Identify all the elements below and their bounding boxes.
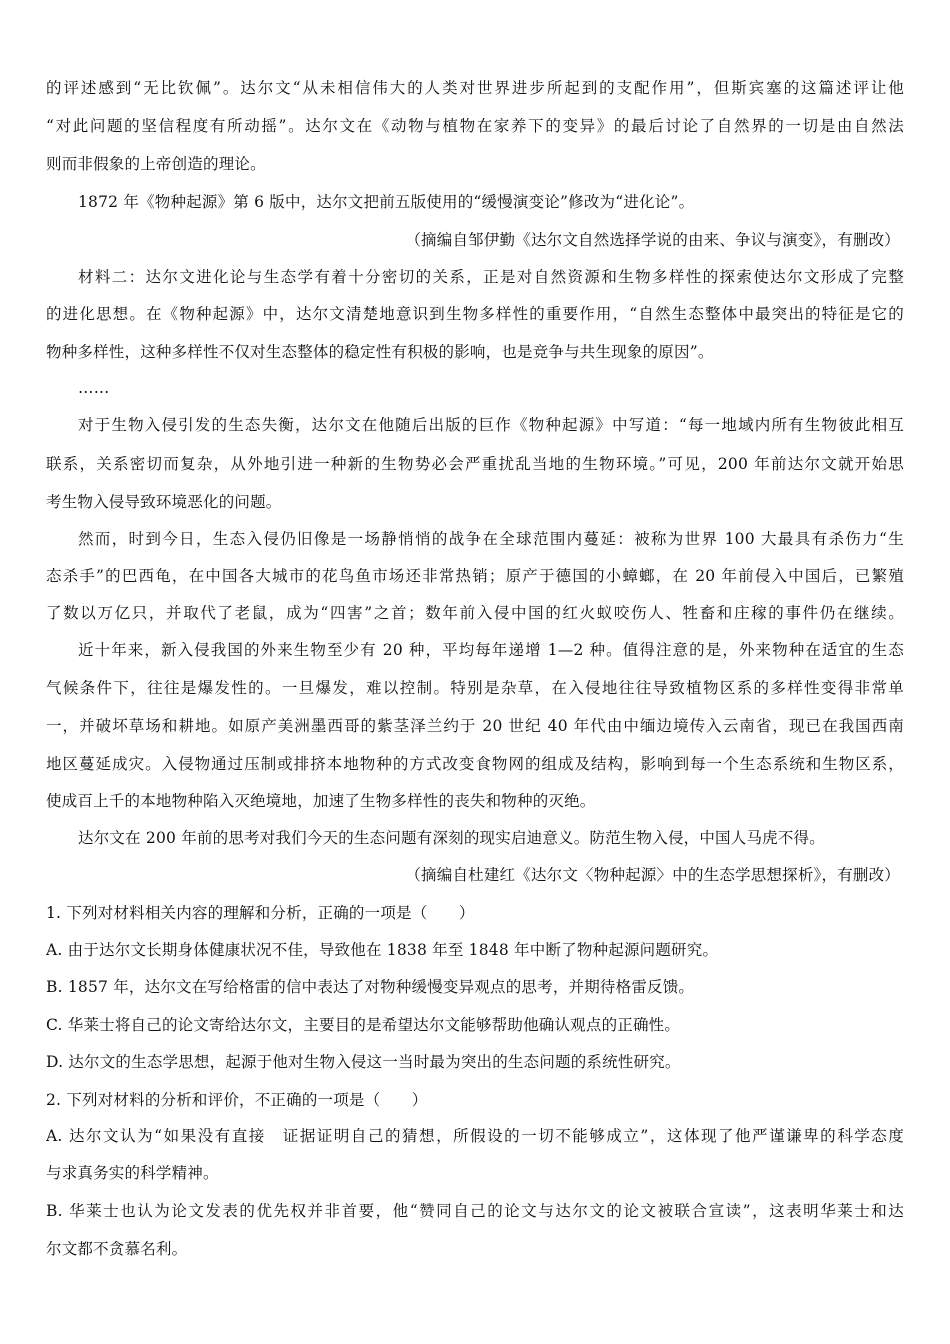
text-line: 气候条件下，往往是爆发性的。一旦爆发，难以控制。特别是杂草，在入侵地往往导致植物区系的多样性变得非常单 <box>46 679 904 697</box>
question-1-option-a: A. 由于达尔文长期身体健康状况不佳，导致他在 1838 年至 1848 年中断了物种起源问题研究。 <box>46 941 719 959</box>
question-1-stem: 1. 下列对材料相关内容的理解和分析，正确的一项是（ ） <box>46 904 475 922</box>
text-line: 使成百上千的本地物种陷入灭绝境地，加速了生物多样性的丧失和物种的灭绝。 <box>46 792 596 810</box>
text-line: 地区蔓延成灾。入侵物通过压制或排挤本地物种的方式改变食物网的组成及结构，影响到每一个生态系统和生物区系， <box>46 755 904 773</box>
question-2-stem: 2. 下列对材料的分析和评价，不正确的一项是（ ） <box>46 1091 428 1109</box>
question-2-option-b: B. 华莱士也认为论文发表的优先权并非首要，他“赞同自己的论文与达尔文的论文被联合宣读”，这表明华莱士和达 <box>46 1202 904 1220</box>
text-line: 对于生物入侵引发的生态失衡，达尔文在他随后出版的巨作《物种起源》中写道：“每一地域内所有生物彼此相互 <box>78 416 904 434</box>
text-line: 然而，时到今日，生态入侵仍旧像是一场静悄悄的战争在全球范围内蔓延：被称为世界 100 大最具有杀伤力“生 <box>78 530 904 548</box>
question-1-option-c: C. 华莱士将自己的论文寄给达尔文，主要目的是希望达尔文能够帮助他确认观点的正确性。 <box>46 1016 681 1034</box>
ellipsis: …… <box>78 379 110 397</box>
question-1-option-d: D. 达尔文的生态学思想，起源于他对生物入侵这一当时最为突出的生态问题的系统性研究。 <box>46 1053 681 1071</box>
text-line: 物种多样性，这种多样性不仅对生态整体的稳定性有积极的影响，也是竞争与共生现象的原因”。 <box>46 343 714 361</box>
source-citation: （摘编自邹伊勤《达尔文自然选择学说的由来、争议与演变》，有删改） <box>405 231 900 249</box>
text-line: 则而非假象的上帝创造的理论。 <box>46 155 266 173</box>
text-line: 的评述感到“无比钦佩”。达尔文“从未相信伟大的人类对世界进步所起到的支配作用”，但斯宾塞的这篇述评让他 <box>46 79 904 97</box>
source-citation: （摘编自杜建红《达尔文〈物种起源〉中的生态学思想探析》，有删改） <box>405 866 900 884</box>
text-line: 一，并破坏草场和耕地。如原产美洲墨西哥的紫茎泽兰约于 20 世纪 40 年代由中缅边境传入云南省，现已在我国西南 <box>46 717 904 735</box>
question-1-option-b: B. 1857 年，达尔文在写给格雷的信中表达了对物种缓慢变异观点的思考，并期待格雷反馈。 <box>46 978 695 996</box>
text-line: 考生物入侵导致环境恶化的问题。 <box>46 493 282 511</box>
text-line: 态杀手”的巴西龟，在中国各大城市的花鸟鱼市场还非常热销；原产于德国的小蟑螂，在 20 年前侵入中国后，已繁殖 <box>46 567 904 585</box>
question-2-option-b-cont: 尔文都不贪慕名利。 <box>46 1240 188 1258</box>
material-two-heading-line: 材料二：达尔文进化论与生态学有着十分密切的关系，正是对自然资源和生物多样性的探索使达尔文形成了完整 <box>78 268 904 286</box>
text-line: 的进化思想。在《物种起源》中，达尔文清楚地意识到生物多样性的重要作用，“自然生态整体中最突出的特征是它的 <box>46 305 904 323</box>
text-line: 了数以万亿只，并取代了老鼠，成为“四害”之首；数年前入侵中国的红火蚁咬伤人、牲畜和庄稼的事件仍在继续。 <box>46 604 904 622</box>
text-line: “对此问题的坚信程度有所动摇”。达尔文在《动物与植物在家养下的变异》的最后讨论了自然界的一切是由自然法 <box>46 117 904 135</box>
paragraph: 1872 年《物种起源》第 6 版中，达尔文把前五版使用的“缓慢演变论”修改为“进化论”。 <box>78 193 695 211</box>
question-2-option-a-cont: 与求真务实的科学精神。 <box>46 1164 219 1182</box>
question-2-option-a: A. 达尔文认为“如果没有直接 证据证明自己的猜想，所假设的一切不能够成立”，这体现了他严谨谦卑的科学态度 <box>46 1127 904 1145</box>
paragraph: 达尔文在 200 年前的思考对我们今天的生态问题有深刻的现实启迪意义。防范生物入侵，中国人马虎不得。 <box>78 829 825 847</box>
text-line: 联系，关系密切而复杂，从外地引进一种新的生物势必会严重扰乱当地的生物环境。”可见，200 年前达尔文就开始思 <box>46 455 904 473</box>
text-line: 近十年来，新入侵我国的外来生物至少有 20 种，平均每年递增 1—2 种。值得注意的是，外来物种在适宜的生态 <box>78 641 904 659</box>
